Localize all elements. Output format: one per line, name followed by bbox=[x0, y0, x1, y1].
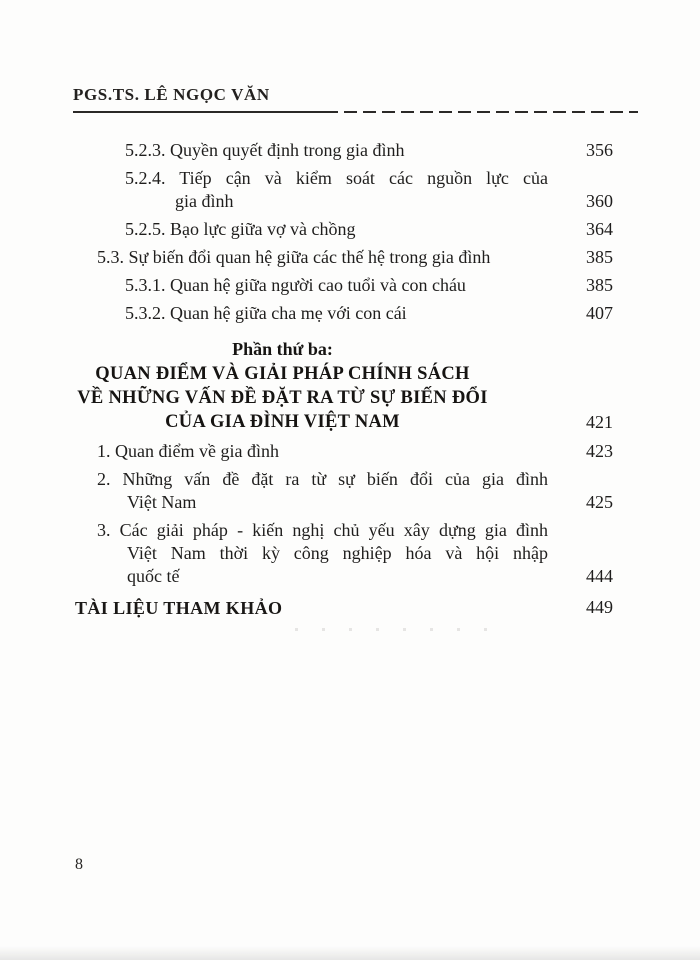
toc-entry-line: Việt Nam bbox=[127, 492, 197, 512]
toc-entry-line: 3. Các giải pháp - kiến nghị chủ yếu xây dựng gia đình bbox=[97, 520, 548, 540]
toc-entry-text bbox=[75, 468, 548, 514]
toc-entry-page: 444 bbox=[586, 566, 613, 586]
toc-entry bbox=[75, 440, 613, 463]
toc-entry-page: 425 bbox=[586, 492, 613, 512]
part-heading-page: 421 bbox=[586, 412, 613, 432]
toc-entry-line: 1. Quan điểm về gia đình bbox=[97, 441, 279, 461]
page-header bbox=[73, 84, 638, 113]
part-heading-text bbox=[75, 337, 548, 434]
toc-entry-page: 423 bbox=[586, 441, 613, 461]
references-label: TÀI LIỆU THAM KHẢO bbox=[75, 598, 283, 618]
toc-entry-line: 5.3.1. Quan hệ giữa người cao tuổi và con cháu bbox=[125, 275, 466, 295]
toc-entry-line: gia đình bbox=[175, 191, 234, 211]
toc-entry-line: 5.3. Sự biến đổi quan hệ giữa các thế hệ trong gia đình bbox=[97, 247, 491, 267]
part-title-line: VỀ NHỮNG VẤN ĐỀ ĐẶT RA TỪ SỰ BIẾN ĐỔI bbox=[77, 388, 488, 408]
toc-entry-text bbox=[75, 246, 548, 269]
toc-entry bbox=[75, 519, 613, 588]
part-title-line: CỦA GIA ĐÌNH VIỆT NAM bbox=[165, 412, 400, 432]
toc-entry-text bbox=[75, 274, 548, 297]
toc-entry-line: quốc tế bbox=[127, 566, 180, 586]
toc-entry bbox=[75, 167, 613, 213]
toc-entry-line: 5.3.2. Quan hệ giữa cha mẹ với con cái bbox=[125, 303, 407, 323]
part-title-line: QUAN ĐIỂM VÀ GIẢI PHÁP CHÍNH SÁCH bbox=[95, 364, 470, 384]
toc-entry-line: 2. Những vấn đề đặt ra từ sự biến đổi của gia đình bbox=[97, 469, 548, 489]
toc-entry-text bbox=[75, 519, 548, 588]
header-rule-dashed bbox=[325, 111, 638, 113]
toc-entry-page: 385 bbox=[586, 275, 613, 295]
toc-entry-page: 364 bbox=[586, 219, 613, 239]
folio-page-number: 8 bbox=[75, 856, 83, 873]
toc-entry-page: 356 bbox=[586, 140, 613, 160]
toc-entry-line: 5.2.5. Bạo lực giữa vợ và chồng bbox=[125, 219, 356, 239]
author-name: PGS.TS. LÊ NGỌC VĂN bbox=[73, 85, 270, 104]
part-heading bbox=[75, 337, 613, 434]
scan-artifact-dots bbox=[295, 628, 510, 631]
toc-entry-text bbox=[75, 302, 548, 325]
header-rule bbox=[73, 111, 638, 113]
toc-entry bbox=[75, 468, 613, 514]
toc-entry-page: 385 bbox=[586, 247, 613, 267]
toc-entry-line: 5.2.4. Tiếp cận và kiểm soát các nguồn lực của bbox=[125, 168, 548, 188]
toc-entry-text bbox=[75, 139, 548, 162]
toc-entry bbox=[75, 274, 613, 297]
toc-entry-page: 360 bbox=[586, 191, 613, 211]
page-edge-shadow bbox=[0, 946, 700, 960]
toc-entry bbox=[75, 302, 613, 325]
toc-entry-text bbox=[75, 440, 548, 463]
table-of-contents bbox=[75, 139, 613, 619]
references-page: 449 bbox=[586, 597, 613, 617]
toc-entry-text bbox=[75, 167, 548, 213]
toc-entry bbox=[75, 246, 613, 269]
part-kicker: Phần thứ ba: bbox=[232, 339, 333, 359]
header-rule-solid bbox=[73, 111, 325, 113]
toc-entry-page: 407 bbox=[586, 303, 613, 323]
toc-entry-text bbox=[75, 218, 548, 241]
toc-entry-line: 5.2.3. Quyền quyết định trong gia đình bbox=[125, 140, 405, 160]
toc-entry bbox=[75, 218, 613, 241]
toc-entry-line: Việt Nam thời kỳ công nghiệp hóa và hội nhập bbox=[127, 543, 548, 563]
toc-entry-references bbox=[75, 596, 613, 619]
toc-entry bbox=[75, 139, 613, 162]
